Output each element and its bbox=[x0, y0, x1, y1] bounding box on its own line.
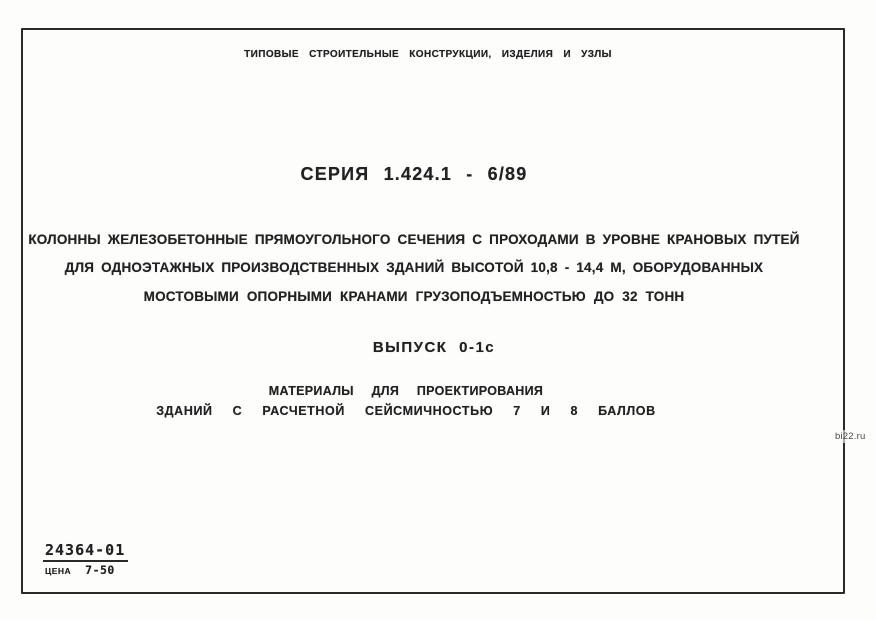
page-border-frame bbox=[21, 28, 845, 594]
subject-line-3: МОСТОВЫМИ ОПОРНЫМИ КРАНАМИ ГРУЗОПОДЪЕМНОСТЬЮ ДО 32 ТОНН bbox=[143, 289, 685, 304]
price-stamp bbox=[43, 540, 128, 577]
stamp-price-value: 7-50 bbox=[85, 563, 115, 577]
subject-line-1: КОЛОННЫ ЖЕЛЕЗОБЕТОННЫЕ ПРЯМОУГОЛЬНОГО СЕЧЕНИЯ С ПРОХОДАМИ В УРОВНЕ КРАНОВЫХ ПУТЕЙ bbox=[28, 232, 800, 247]
stamp-price-label: ЦЕНА bbox=[45, 566, 72, 576]
materials-line-2: ЗДАНИЙ С РАСЧЕТНОЙ СЕЙСМИЧНОСТЬЮ 7 И 8 БАЛЛОВ bbox=[156, 404, 656, 418]
subject-line-2: ДЛЯ ОДНОЭТАЖНЫХ ПРОИЗВОДСТВЕННЫХ ЗДАНИЙ ВЫСОТОЙ 10,8 - 14,4 М, ОБОРУДОВАННЫХ bbox=[64, 260, 764, 275]
series-title: СЕРИЯ 1.424.1 - 6/89 bbox=[300, 164, 528, 184]
document-category-header: ТИПОВЫЕ СТРОИТЕЛЬНЫЕ КОНСТРУКЦИИ, ИЗДЕЛИЯ И УЗЛЫ bbox=[244, 49, 612, 60]
stamp-price-row bbox=[43, 563, 128, 577]
issue-number: ВЫПУСК 0-1с bbox=[372, 339, 496, 356]
watermark: bi22.ru bbox=[835, 431, 866, 442]
stamp-code: 24364-01 bbox=[43, 541, 128, 562]
materials-line-1: МАТЕРИАЛЫ ДЛЯ ПРОЕКТИРОВАНИЯ bbox=[268, 384, 544, 398]
